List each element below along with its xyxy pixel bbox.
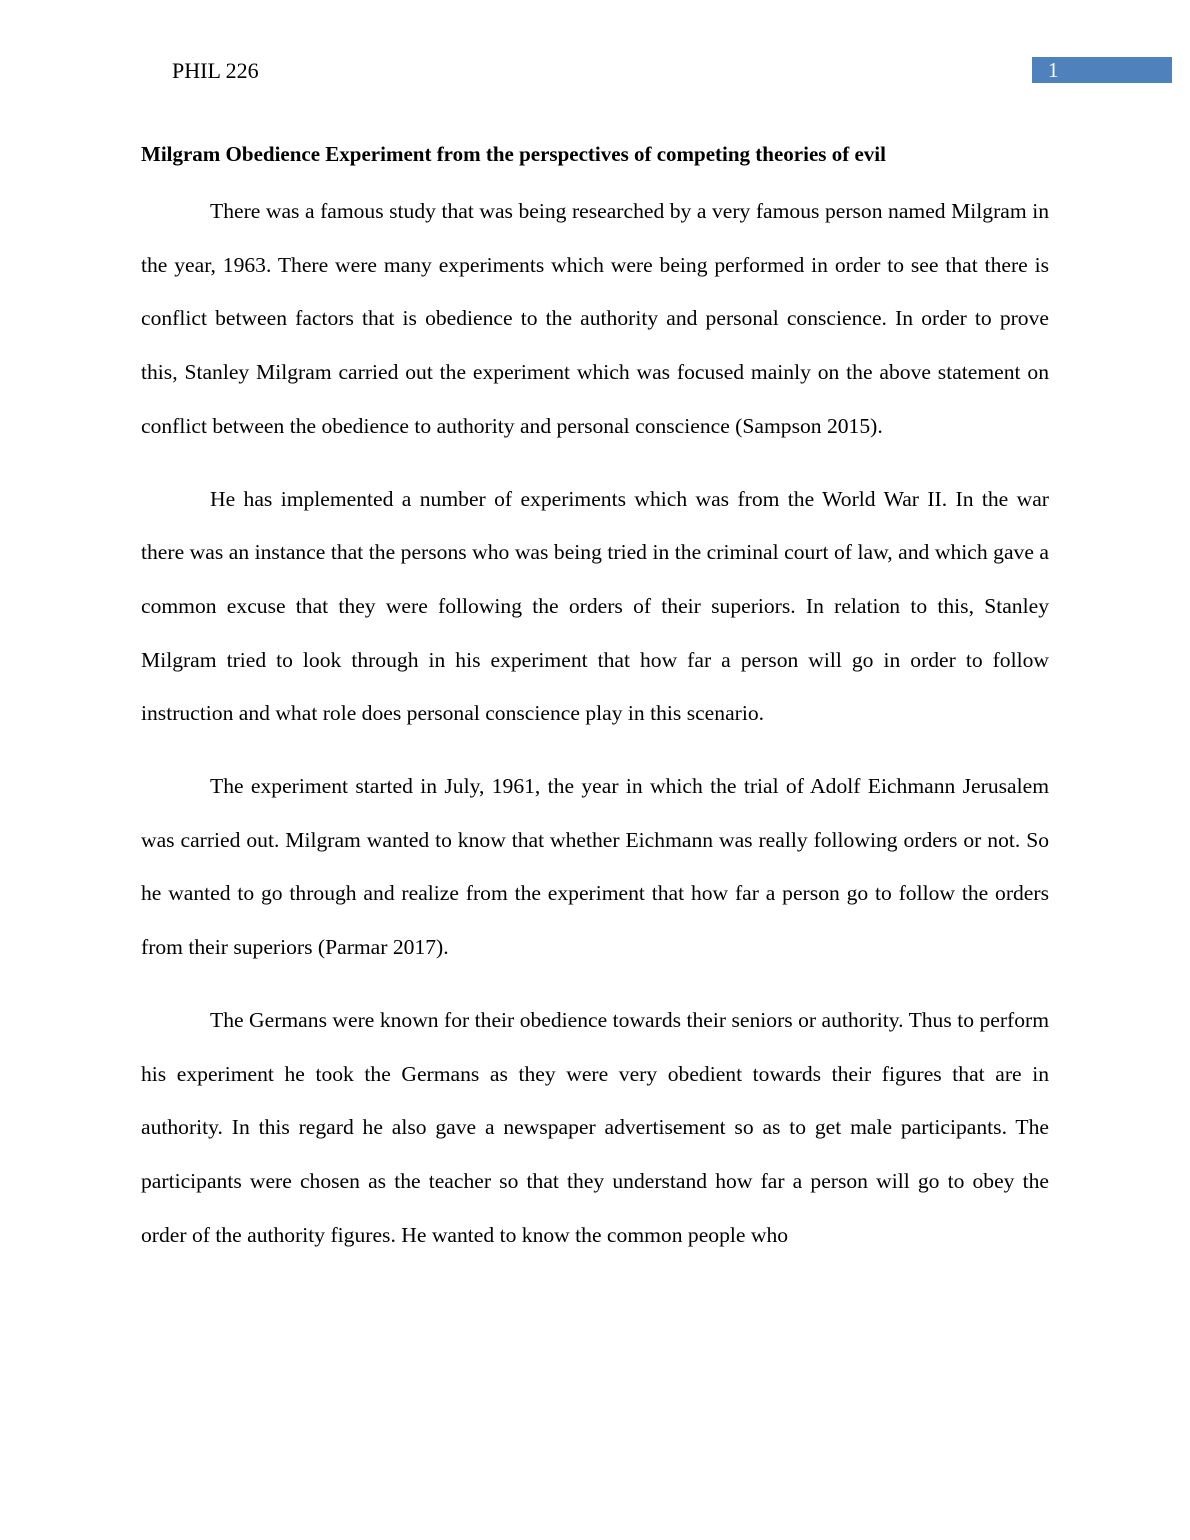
paragraph: The Germans were known for their obedience towards their seniors or authority. Thus to perform his experiment he took the Germans as they were very obedient towards their figures that are in authority. In this regard he also gave a newspaper advertisement so as to get male participants. The participants were chosen as the teacher so that they understand how far a person will go to obey the order of the authority figures. He wanted to know the common people who xyxy=(141,1007,1049,1247)
paragraph: There was a famous study that was being researched by a very famous person named Milgram in the year, 1963. There were many experiments which were being performed in order to see that there is conflict between factors that is obedience to the authority and personal conscience. In order to prove this, Stanley Milgram carried out the experiment which was focused mainly on the above statement on conflict between the obedience to authority and personal conscience (Sampson 2015). xyxy=(141,199,1049,438)
document-title: Milgram Obedience Experiment from the perspectives of competing theories of evil xyxy=(141,142,886,166)
running-header: PHIL 226 xyxy=(172,58,259,83)
paragraph: The experiment started in July, 1961, the year in which the trial of Adolf Eichmann Jerusalem was carried out. Milgram wanted to know that whether Eichmann was really following orders or not. So he wanted to go through and realize from the experiment that how far a person go to follow the orders from their superiors (Parmar 2017). xyxy=(141,774,1049,960)
page-number-badge xyxy=(1032,57,1172,83)
page-number: 1 xyxy=(1048,58,1059,82)
document-body xyxy=(141,140,1049,1281)
paragraph: He has implemented a number of experiments which was from the World War II. In the war there was an instance that the persons who was being tried in the criminal court of law, and which gave a common excuse that they were following the orders of their superiors. In relation to this, Stanley Milgram tried to look through in his experiment that how far a person will go in order to follow instruction and what role does personal conscience play in this scenario. xyxy=(141,486,1049,726)
